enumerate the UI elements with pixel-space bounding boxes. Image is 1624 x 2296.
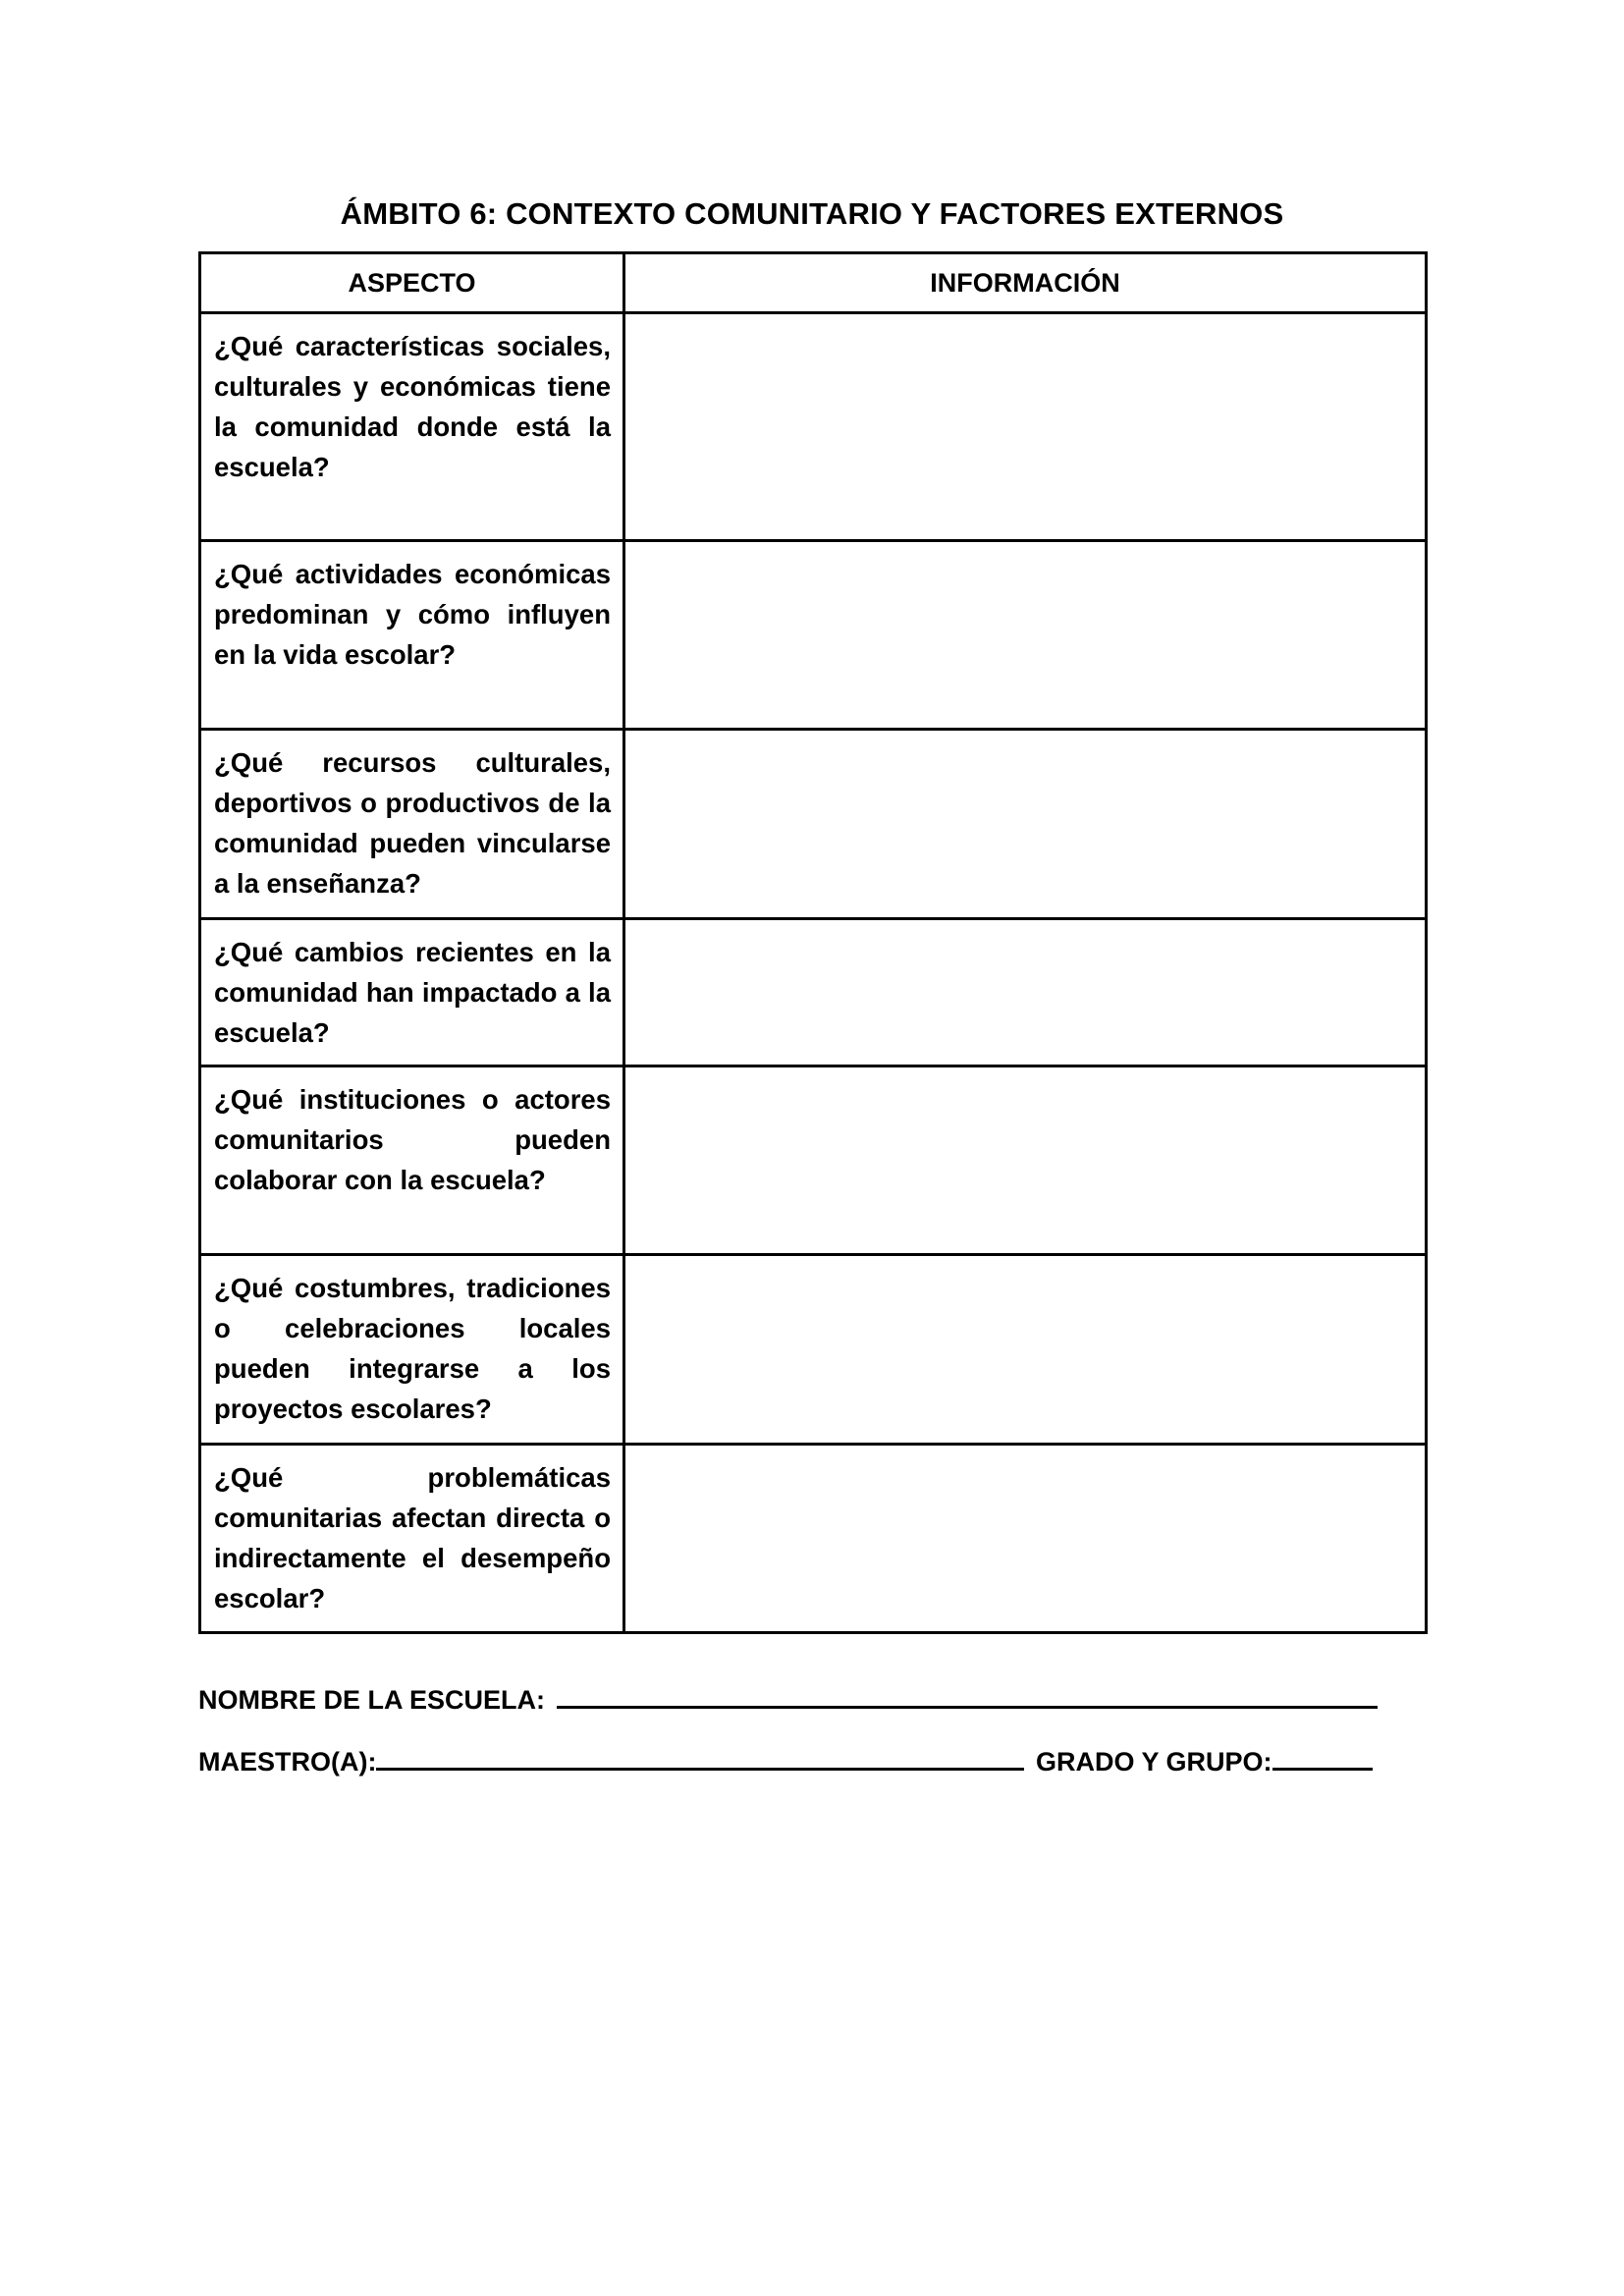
information-cell[interactable] (624, 919, 1427, 1066)
column-header-informacion: INFORMACIÓN (624, 253, 1427, 313)
aspect-question: ¿Qué problemáticas comunitarias afectan directa o indirectamente el desempeño escolar? (214, 1462, 611, 1613)
teacher-label: MAESTRO(A): (198, 1747, 377, 1777)
table-row (200, 541, 1427, 730)
information-cell[interactable] (624, 1445, 1427, 1633)
column-header-aspecto: ASPECTO (200, 253, 624, 313)
teacher-input[interactable] (376, 1767, 1024, 1771)
school-name-field (198, 1685, 1378, 1716)
school-name-input[interactable] (557, 1705, 1378, 1709)
information-cell[interactable] (624, 1066, 1427, 1255)
aspect-question: ¿Qué instituciones o actores comunitarios pueden colaborar con la escuela? (214, 1084, 611, 1195)
information-cell[interactable] (624, 730, 1427, 919)
page-title: ÁMBITO 6: CONTEXTO COMUNITARIO Y FACTORES EXTERNOS (340, 196, 1284, 231)
information-cell[interactable] (624, 1255, 1427, 1445)
table-row (200, 730, 1427, 919)
aspect-question: ¿Qué recursos culturales, deportivos o productivos de la comunidad pueden vincularse a la enseñanza? (214, 747, 611, 899)
table-row (200, 313, 1427, 541)
grade-group-input[interactable] (1272, 1767, 1373, 1771)
aspect-question: ¿Qué cambios recientes en la comunidad han impactado a la escuela? (214, 937, 611, 1048)
table-row (200, 919, 1427, 1066)
table-row (200, 1445, 1427, 1633)
information-cell[interactable] (624, 313, 1427, 541)
aspect-question: ¿Qué características sociales, culturales y económicas tiene la comunidad donde está la escuela? (214, 331, 611, 482)
aspect-question: ¿Qué costumbres, tradiciones o celebraciones locales pueden integrarse a los proyectos escolares? (214, 1273, 611, 1424)
table-row (200, 1255, 1427, 1445)
aspect-question: ¿Qué actividades económicas predominan y cómo influyen en la vida escolar? (214, 559, 611, 670)
school-name-label: NOMBRE DE LA ESCUELA: (198, 1685, 546, 1715)
table-row (200, 1066, 1427, 1255)
teacher-grade-field (198, 1747, 1373, 1777)
table-header-row (200, 253, 1427, 313)
grade-group-label: GRADO Y GRUPO: (1036, 1747, 1272, 1777)
information-cell[interactable] (624, 541, 1427, 730)
context-table (198, 251, 1428, 1634)
